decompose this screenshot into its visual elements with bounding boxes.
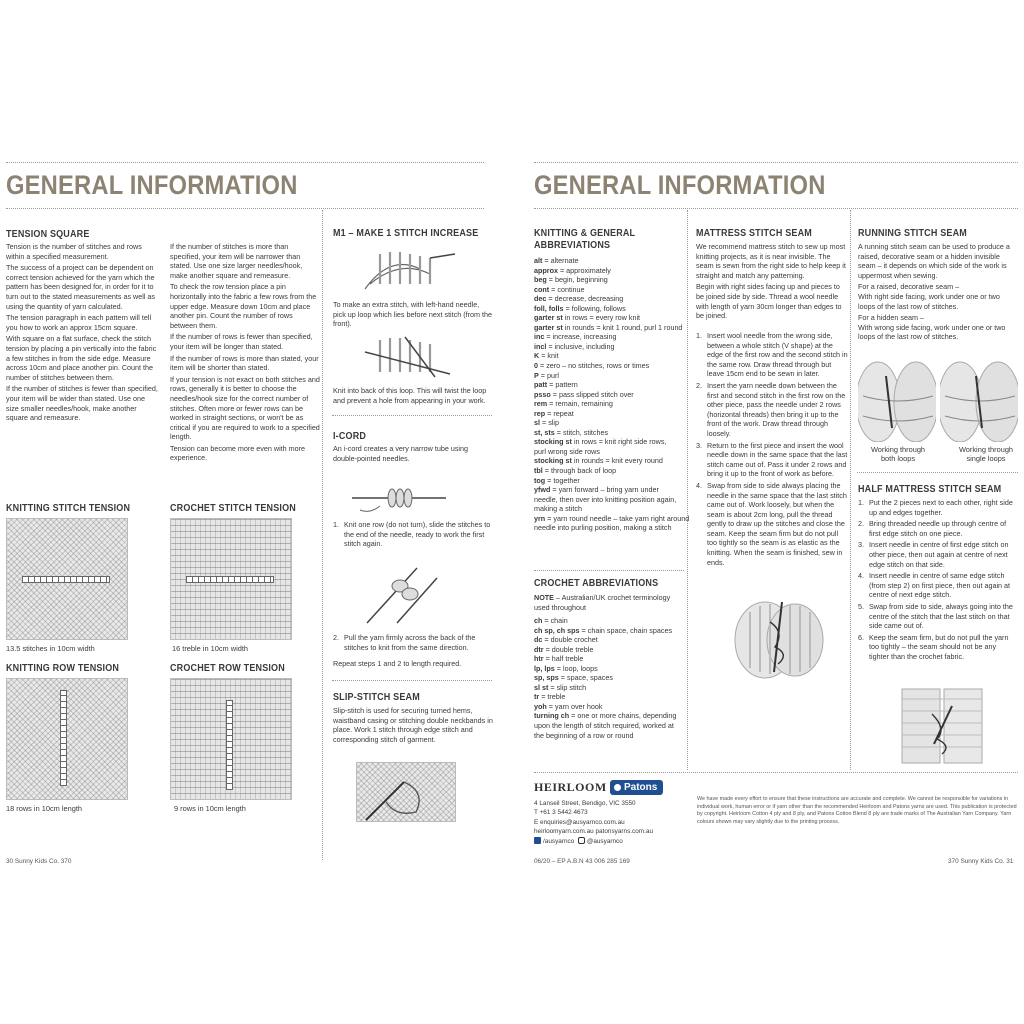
abbreviation-term: ch sp, ch sps (534, 625, 580, 635)
abbreviation-definition: = remain, remaining (547, 399, 613, 409)
paragraph: With wrong side facing, work under one or two loops of the last row of stitches. (858, 322, 1006, 342)
list-item: 6. Keep the seam firm, but do not pull the yarn too tightly – the seam should not be any tighter than the crochet fabric. (858, 632, 1009, 661)
caption-line: both loops (880, 454, 916, 463)
website-links[interactable]: heirloomyarn.com.au patonsyarns.com.au (534, 828, 653, 836)
paragraph: The success of a project can be dependent on correct tension achieved for the yarn which the pattern has been designed for, in order for it to turn out to the stated measurements as well as using the quantity of yarn calculated. (6, 263, 156, 311)
section-divider (857, 472, 1018, 473)
list-item: 1. Put the 2 pieces next to each other, right side up and edges together. (858, 498, 1013, 517)
tension-square-heading: TENSION SQUARE (6, 229, 90, 240)
abbreviation-row (534, 523, 686, 533)
knitting-row-tension-heading: KNITTING ROW TENSION (6, 663, 120, 674)
abbreviation-term: beg (534, 275, 547, 285)
step-text: Insert the yarn needle down between the first and second stitch in the first row on the other piece, pass the needle under 2 rows (horizontal threads) then bring it up to the front of the work. Draw thread through loosely. (707, 380, 846, 438)
note-text: – Australian/UK crochet terminology used throughout (534, 593, 671, 612)
needle-icon (356, 762, 456, 822)
tension-square-col2 (170, 242, 320, 465)
abbreviation-row (534, 313, 686, 323)
abbreviation-definition: = continue (549, 284, 585, 294)
mattress-steps (696, 331, 848, 569)
abbreviation-row (534, 409, 686, 419)
paragraph: Begin with right sides facing up and pieces to be joined side by side. Thread a wool needle with length of yarn 30cm longer than edges to be joined. (696, 282, 842, 321)
step-text: Insert needle in centre of first edge stitch on other piece, then out again at centre of next edge stitch on that side. (869, 540, 1009, 569)
knitted-swatch-image (6, 678, 128, 800)
abbreviation-term: yrn (534, 513, 546, 523)
column-divider (322, 210, 323, 860)
abbreviation-row (534, 645, 686, 655)
page-title: GENERAL INFORMATION (6, 170, 298, 200)
paragraph: The tension paragraph in each pattern will tell you how to work an approx 15cm square. (6, 313, 152, 332)
mattress-stitch-illustration (730, 592, 830, 682)
abbreviation-definition: = double treble (543, 644, 594, 654)
running-heading: RUNNING STITCH SEAM (858, 228, 967, 239)
icord-step2-illustration (362, 558, 442, 628)
abbreviation-definition: = chain (542, 616, 568, 625)
abbreviation-term: inc (534, 332, 545, 342)
knitting-abbr-heading-1: KNITTING & GENERAL (534, 228, 636, 239)
page-footer: 30 Sunny Kids Co. 370 (6, 858, 72, 865)
list-item: 5. Swap from side to side, always going into the centre of the stitch that the last stitch on that side came out of. (858, 601, 1013, 631)
abbreviation-row (534, 390, 686, 400)
paragraph: For a raised, decorative seam – (858, 282, 960, 292)
abbreviation-row (534, 664, 686, 674)
list-item: 3. Return to the first piece and insert the wool needle down in the same space that the last stitch came out of. Pass it under 2 rows and bring it up to the front of work as before. (696, 440, 848, 479)
abbreviation-row (534, 513, 690, 524)
crochet-row-tension-heading: CROCHET ROW TENSION (170, 663, 285, 674)
abbreviation-term: dc (534, 635, 543, 645)
list-item: 2. Insert the yarn needle down between the first and second stitch in the first row on the other piece, pass the needle under 2 rows (horizontal threads) then bring it up to the front of the work. Draw thread through loosely. (696, 380, 846, 438)
abbreviation-definition: upon the length of stitch required, worked at (534, 721, 674, 731)
abbreviation-term: htr (534, 654, 544, 664)
running-caption-1 (870, 445, 926, 463)
abbreviation-row (534, 683, 686, 693)
abbreviation-term: dtr (534, 644, 544, 654)
abbreviation-term: ch (534, 616, 543, 625)
abbreviation-row (534, 616, 686, 626)
abbreviation-definition: = treble (539, 692, 566, 702)
abbreviation-row (534, 731, 686, 741)
disclaimer: We have made every effort to ensure that these instructions are accurate and complete. We cannot be responsible for variations in individual work, human error or if yarn other than the recommended Heirloom and Patons yarns are used. This publication is protected by copyright. Heirloom Cotton 4 ply and 8 ply, and Patons Cotton Blend 8 ply are trade marks of The Australian Yarn Company. Yarn colours shown may vary slightly due to the printing process. (697, 796, 1017, 825)
paragraph: To check the row tension place a pin horizontally into the fabric a few rows from the upper edge. Measure down 10cm and place another pin. Count the number of rows between them. (170, 282, 317, 330)
abbreviation-term: 0 (534, 361, 538, 371)
footer-divider (534, 772, 1018, 773)
abbreviation-row (534, 332, 686, 342)
crochet-row-caption: 9 rows in 10cm length (174, 804, 246, 813)
abbreviation-definition: = zero – no stitches, rows or times (538, 361, 650, 371)
abbreviation-definition: = through back of loop (542, 466, 617, 476)
abbreviation-row (534, 380, 686, 390)
paragraph: For a hidden seam – (858, 313, 924, 323)
abbreviation-term: patt (534, 380, 548, 390)
abbreviation-term: yoh (534, 701, 547, 711)
abbreviation-row (534, 711, 686, 721)
crochet-abbr-heading: CROCHET ABBREVIATIONS (534, 578, 659, 589)
facebook-handle[interactable]: /ausyarnco (543, 837, 575, 845)
abbreviation-row (534, 304, 686, 314)
abbreviation-definition: = inclusive, including (546, 341, 615, 351)
abbreviation-term: rem (534, 399, 548, 409)
abbreviation-row (534, 371, 686, 381)
abbreviation-definition: making a stitch (534, 504, 582, 514)
paragraph: We recommend mattress stitch to sew up most knitting projects, as it is near invisible. The seam is sewn from the right side to help keep it straight and match any patterning. (696, 242, 846, 280)
abbreviation-definition: = following, follows (563, 303, 626, 313)
abbreviation-definition: = alternate (542, 256, 579, 265)
abbreviation-definition: = begin, beginning (546, 275, 608, 285)
running-text (858, 242, 1018, 344)
abbreviation-term: approx (534, 265, 558, 275)
paragraph: If your tension is not exact on both stitches and rows, generally it is better to choose the needles/hook size for the correct number of stitches. Often more or fewer rows can be worked in straight sections, or won't be as critical if you are required to work to a specified length. (170, 374, 320, 442)
abbreviation-definition: = double crochet (542, 635, 598, 645)
abbreviation-row (534, 285, 686, 295)
abbreviation-definition: purl wrong side rows (534, 446, 600, 456)
abbreviation-term: psso (534, 389, 551, 399)
abbreviation-row (534, 485, 686, 495)
abbreviation-row (534, 351, 686, 361)
phone: T +61 3 5442 4673 (534, 809, 588, 817)
m1-heading: M1 – MAKE 1 STITCH INCREASE (333, 228, 479, 239)
step-text: Put the 2 pieces next to each other, right side up and edges together. (869, 498, 1013, 517)
abbreviation-row (534, 361, 686, 371)
icord-intro: An i-cord creates a very narrow tube using double-pointed needles. (333, 444, 469, 463)
crochet-stitch-caption: 16 treble in 10cm width (172, 644, 248, 653)
abbreviation-row (534, 673, 686, 683)
crochet-abbr-note (534, 593, 684, 612)
abbreviation-row (534, 418, 686, 428)
abbreviation-term: sl (534, 418, 540, 428)
mattress-heading: MATTRESS STITCH SEAM (696, 228, 812, 239)
title-divider (6, 208, 484, 209)
mattress-intro (696, 242, 848, 323)
abbreviation-definition: = knit (539, 351, 559, 361)
abbreviation-row (534, 654, 686, 664)
page-footer: 370 Sunny Kids Co. 31 (948, 858, 1014, 865)
abbreviation-term: lp, lps (534, 663, 555, 673)
abbreviation-definition: = slip stitch (548, 682, 587, 692)
step-text: Insert needle in centre of same edge stitch (from step 2) on first piece, then out again at centre of next edge stitch. (869, 571, 1011, 600)
abbreviation-definition: = approximately (557, 265, 611, 275)
knitting-abbr-list (534, 256, 690, 533)
caption-line: Working through (870, 445, 926, 454)
abbreviation-definition: = space, spaces (558, 673, 613, 683)
abbreviation-term: garter st (534, 313, 563, 323)
list-item: 4. Swap from side to side always placing the needle in the same space that the last stitch came out of. Work loosely, but when the seam is about 2cm long, pull the thread gently to draw up the stitches and close the seam. Keep the seam firm but do not pull too tightly so the seam is as elastic as the knitting. When the seam is finished, sew in ends. (696, 480, 847, 567)
knitting-abbr-heading-2: ABBREVIATIONS (534, 240, 611, 251)
paragraph: A running stitch seam can be used to produce a raised, decorative seam or a hidden invisible seam – it depends on which side of the work is uppermost when sewing. (858, 242, 1010, 280)
patons-logo-text: Patons (624, 782, 658, 793)
half-mattress-illustration (892, 684, 992, 766)
abbreviation-definition: = stitch, stitches (554, 427, 609, 437)
abbreviation-row (534, 256, 686, 266)
abbreviation-definition: = one or more chains, depending (569, 711, 677, 721)
step-text: Swap from side to side, always going into the centre of the stitch that the last stitch on that side came out of. (869, 601, 1013, 631)
m1-text-1: To make an extra stitch, with left-hand needle, pick up loop which lies before next stitch (from the front). (333, 300, 492, 329)
abbreviation-term: tbl (534, 466, 543, 476)
abbreviation-definition: = chain space, chain spaces (579, 625, 673, 635)
abbreviation-term: dec (534, 294, 547, 304)
abbreviation-term: stocking st (534, 437, 572, 447)
abbreviation-row (534, 275, 686, 285)
section-divider (332, 680, 492, 681)
abbreviation-row (534, 294, 686, 304)
right-page (512, 0, 1024, 1024)
m1-text-2: Knit into back of this loop. This will twist the loop and prevent a hole from appearing in your work. (333, 386, 487, 405)
abbreviation-row (534, 504, 686, 514)
patons-logo (610, 780, 663, 795)
email: E enquiries@ausyarnco.com.au (534, 818, 625, 826)
abbreviation-term: garter st (534, 322, 563, 332)
abbreviation-definition: needle into purling position, making a stitch (534, 523, 672, 533)
knitting-stitch-caption: 13.5 stitches in 10cm width (6, 644, 95, 653)
list-item: 2. Bring threaded needle up through centre of first edge stitch on one piece. (858, 519, 1007, 538)
icord-step1: 1. Knit one row (do not turn), slide the stitches to the end of the needle, ready to work the first stitch again. (333, 520, 491, 549)
abbreviation-term: rep (534, 408, 546, 418)
abbreviation-definition: = half treble (543, 654, 584, 664)
instagram-icon (578, 837, 585, 844)
list-item: 1. Insert wool needle from the wrong side, between a whole stitch (V shape) at the edge of the first row and the second stitch in the same row. Draw thread through but leave 15cm end to be sewn in later. (696, 331, 848, 379)
abbreviation-definition: in rounds = knit every round (571, 456, 663, 466)
abbreviation-row (534, 399, 686, 409)
heirloom-logo: HEIRLOOM (534, 780, 607, 794)
crochet-stitch-tension-heading: CROCHET STITCH TENSION (170, 503, 296, 514)
abbreviation-definition: = decrease, decreasing (546, 294, 624, 304)
top-divider (534, 162, 1018, 163)
step-text: Keep the seam firm, but do not pull the yarn too tightly – the seam should not be any tighter than the crochet fabric. (869, 632, 1009, 661)
top-divider (6, 162, 484, 163)
abbreviation-term: incl (534, 341, 547, 351)
abbreviation-definition: = slip (540, 418, 559, 428)
abbreviation-definition: = repeat (545, 408, 574, 418)
icord-step2: 2. Pull the yarn firmly across the back of the stitches to knit from the same direction. (333, 633, 476, 652)
abbreviation-definition: = yarn forward – bring yarn under (550, 485, 659, 495)
abbreviation-definition: = loop, loops (554, 663, 598, 673)
column-divider (850, 210, 851, 770)
m1-knit-illustration (360, 332, 460, 380)
abbreviation-term: cont (534, 284, 550, 294)
paragraph: With square on a flat surface, check the stitch tension by placing a pin vertically into the fabric a few stitches in from the side edge. Measure across 10cm and place another pin. Count the number of stitches between them. (6, 334, 157, 382)
half-mattress-heading: HALF MATTRESS STITCH SEAM (858, 484, 1002, 495)
step-text: Pull the yarn firmly across the back of the stitches to knit from the same direction. (344, 633, 476, 652)
abbreviation-row (534, 266, 686, 276)
instagram-handle[interactable]: @ausyarnco (586, 837, 623, 845)
paragraph: Tension can become more even with more experience. (170, 443, 306, 463)
abbreviation-row (534, 428, 686, 438)
knitting-row-caption: 18 rows in 10cm length (6, 804, 82, 813)
ruler-image (186, 576, 274, 583)
half-mattress-steps (858, 498, 1018, 664)
abbreviation-row (534, 635, 686, 645)
abbreviation-term: tog (534, 475, 546, 485)
abbreviation-term: alt (534, 256, 543, 265)
abbreviation-definition: in rounds = knit 1 round, purl 1 round (562, 322, 683, 332)
abbreviation-definition: in rows = every row knit (562, 313, 641, 323)
crochet-abbr-list (534, 616, 686, 740)
abbreviation-row (534, 626, 686, 636)
abbreviation-definition: = yarn round needle – take yarn right around (545, 513, 690, 523)
abbreviation-definition: = pattern (547, 380, 578, 390)
abbreviation-definition: = yarn over hook (546, 701, 603, 711)
paragraph: With right side facing, work under one or two loops of the last row of stitches. (858, 291, 1000, 311)
facebook-icon (534, 837, 541, 844)
icord-repeat: Repeat steps 1 and 2 to length required. (333, 659, 462, 668)
slip-stitch-seam-heading: SLIP-STITCH SEAM (333, 692, 420, 703)
paragraph: Tension is the number of stitches and rows within a specified measurement. (6, 242, 142, 261)
step-text: Swap from side to side always placing the needle in the same space that the last stitch came out of. Work loosely, but when the seam is about 2cm long, pull the thread gently to draw up the stitches and close the seam. Keep the seam firm but do not pull too tightly so the seam is as elastic as the knitting. When the seam is finished, sew in ends. (707, 480, 847, 567)
paragraph: If the number of stitches is more than specified, your item will be narrower than stated. Use one size larger needles/hook, make another square and remeasure. (170, 242, 303, 280)
abbreviation-row (534, 437, 686, 447)
abbreviation-row (534, 447, 686, 457)
m1-increase-illustration (360, 244, 460, 294)
column-divider (687, 210, 688, 770)
abbreviation-term: st, sts (534, 427, 555, 437)
running-caption-2 (958, 445, 1014, 463)
publication-code: 06/20 – EP A.B.N 43 006 285 169 (534, 858, 630, 865)
address: 4 Lanseil Street, Bendigo, VIC 3550 (534, 800, 636, 807)
icord-step1-illustration (350, 476, 450, 516)
step-text: Knit one row (do not turn), slide the stitches to the end of the needle, ready to work the first stitch again. (344, 520, 491, 549)
paragraph: If the number of rows is more than stated, your item will be shorter than stated. (170, 353, 319, 373)
abbreviation-row (534, 702, 686, 712)
abbreviation-row (534, 692, 686, 702)
contact-info (534, 799, 653, 846)
list-item: 3. Insert needle in centre of first edge stitch on other piece, then out again at centre of next edge stitch on that side. (858, 540, 1009, 569)
step-text: Insert wool needle from the wrong side, between a whole stitch (V shape) at the edge of the first row and the second stitch in the same row. Draw thread through but leave 15cm end to be sewn in later. (707, 331, 848, 379)
abbreviation-row (534, 323, 686, 333)
abbreviation-definition: = together (545, 475, 580, 485)
knitting-stitch-tension-heading: KNITTING STITCH TENSION (6, 503, 131, 514)
page-title: GENERAL INFORMATION (534, 170, 826, 200)
abbreviation-definition: needle, then over into knitting position again, (534, 494, 677, 504)
list-item: 4. Insert needle in centre of same edge stitch (from step 2) on first piece, then out again at centre of next edge stitch. (858, 571, 1011, 600)
title-divider (534, 208, 1018, 209)
ruler-image (22, 576, 110, 583)
paragraph: If the number of stitches is fewer than specified, your item will be wider than stated. Use one size smaller needles/hook, make another square and remeasure. (6, 384, 158, 423)
caption-line: single loops (966, 454, 1006, 463)
abbreviation-term: foll, folls (534, 303, 564, 313)
ruler-image (60, 690, 67, 786)
abbreviation-term: tr (534, 692, 540, 702)
abbreviation-row (534, 342, 686, 352)
abbreviation-term: yfwd (534, 485, 551, 495)
tension-square-col1 (6, 242, 158, 425)
paragraph: If the number of rows is fewer than specified, your item will be longer than stated. (170, 332, 313, 351)
abbreviation-row (534, 721, 686, 731)
abbreviation-row (534, 476, 686, 486)
abbreviation-definition: the beginning of a row or round (534, 730, 634, 740)
abbreviation-definition: = increase, increasing (544, 332, 617, 342)
abbreviation-row (534, 466, 686, 476)
step-text: Return to the first piece and insert the wool needle down in the same space that the last stitch came out of. Pass it under 2 rows and bring it up to the front of work as before. (707, 440, 848, 479)
step-text: Bring threaded needle up through centre of first edge stitch on one piece. (869, 519, 1007, 538)
abbreviation-term: P (534, 370, 539, 380)
abbreviation-term: turning ch (534, 711, 570, 721)
slip-stitch-seam-text: Slip-stitch is used for securing turned hems, waistband casing or stitching double neckbands in place. Work 1 stitch through edge stitch and corresponding stitch of garment. (333, 706, 493, 744)
abbreviation-row (534, 495, 686, 505)
abbreviation-term: sl st (534, 682, 549, 692)
abbreviation-term: sp, sps (534, 673, 559, 683)
icord-heading: I-CORD (333, 431, 367, 442)
caption-line: Working through (958, 445, 1014, 454)
note-label: NOTE (534, 593, 554, 602)
running-single-loops-illustration (940, 356, 1018, 442)
section-divider (332, 415, 492, 416)
abbreviation-row (534, 456, 686, 466)
abbreviation-term: stocking st (534, 456, 572, 466)
abbreviation-definition: in rows = knit right side rows, (571, 437, 667, 447)
ruler-image (226, 700, 233, 790)
running-both-loops-illustration (858, 356, 936, 442)
section-divider (534, 570, 684, 571)
abbreviation-definition: = purl (538, 370, 559, 380)
abbreviation-definition: = pass slipped stitch over (550, 389, 634, 399)
abbreviation-term: K (534, 351, 540, 361)
